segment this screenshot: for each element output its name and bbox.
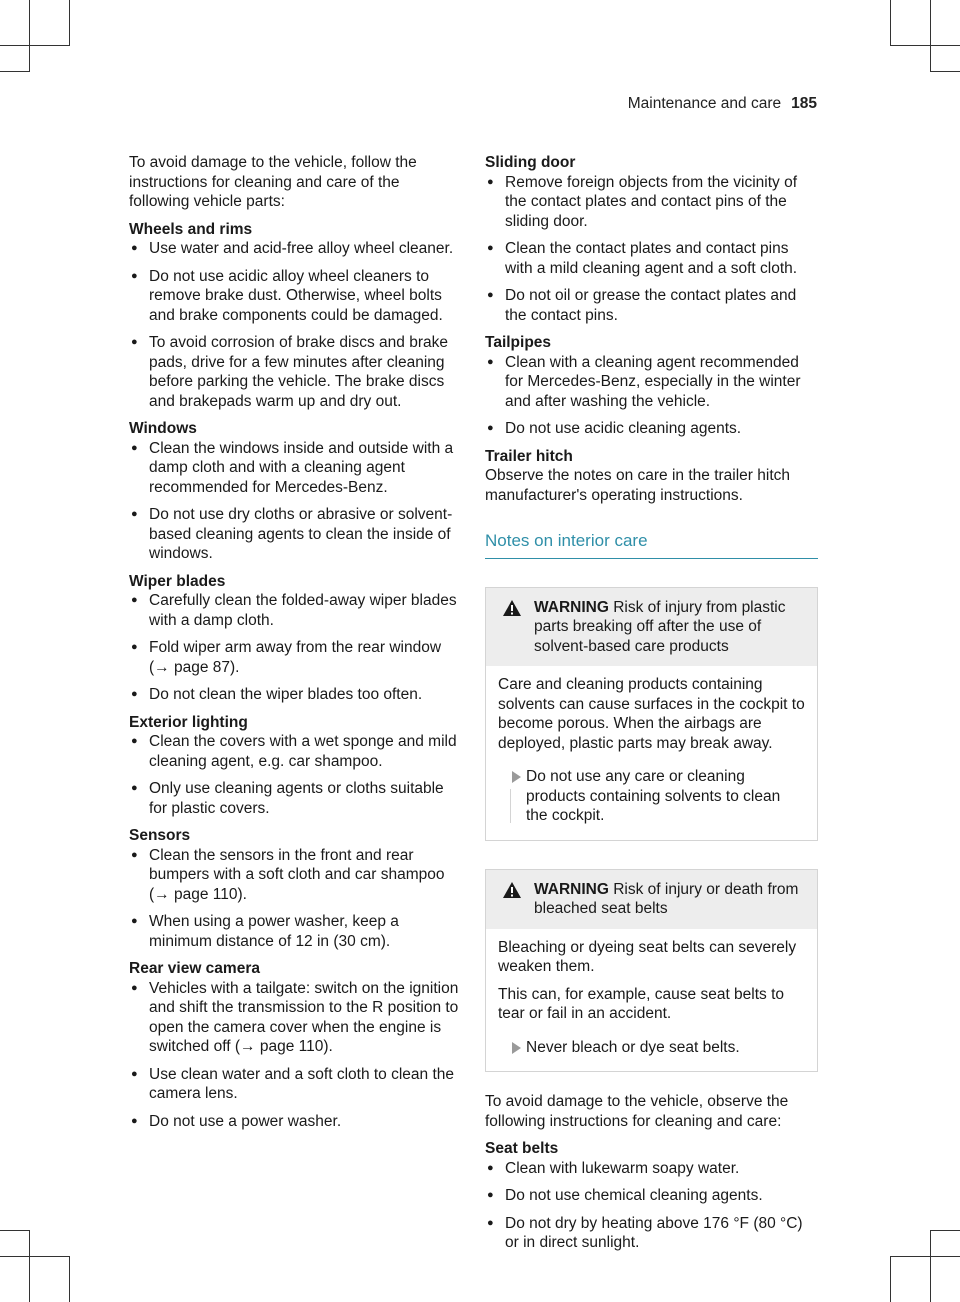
warning-box (485, 869, 818, 1073)
list-item: ● Use clean water and a soft cloth to clean the camera lens. (131, 1065, 455, 1102)
bullet-icon: ● (131, 1067, 138, 1080)
bullet-icon: ● (487, 422, 494, 434)
bullet-icon: ● (131, 594, 138, 606)
section-heading: Rear view camera (129, 960, 260, 977)
crop-mark (69, 1256, 70, 1302)
list-item: ● Do not use chemical cleaning agents. (487, 1187, 763, 1204)
section-heading: Sliding door (485, 154, 576, 171)
bullet-icon: ● (487, 1161, 494, 1174)
list-item[interactable]: ● Vehicles with a tailgate: switch on the ignition and shift the transmission to the R position to open the camera cover when the engine is switched off (→ page 110). (131, 979, 459, 1055)
list-item: ● To avoid corrosion of brake discs and brake pads, drive for a few minutes after cleaning before parking the vehicle. The brake discs and brakepads warm up and dry out. (131, 334, 448, 410)
section-heading: Wheels and rims (129, 220, 253, 238)
list-item: ● Do not dry by heating above 176 °F (80 °C) or in direct sunlight. (487, 1214, 803, 1251)
list-item: ● Do not oil or grease the contact plates and the contact pins. (487, 287, 797, 324)
crop-mark (930, 1230, 960, 1231)
section-heading: Exterior lighting (129, 713, 248, 731)
action-text: Do not use any care or cleaning products containing solvents to clean the cockpit. (526, 768, 781, 824)
bullet-icon: ● (131, 242, 138, 254)
section-exterior-lighting (129, 713, 461, 819)
bullet-icon: ● (131, 641, 138, 653)
bullet-icon: ● (131, 269, 138, 282)
bullet-icon: ● (487, 355, 494, 368)
action-arrow-icon (512, 771, 521, 783)
warning-header (486, 588, 817, 667)
crop-mark (890, 1256, 891, 1302)
warning-header (486, 870, 817, 929)
warning-title: Risk of injury from plastic parts breaking off after the use of solvent-based care products (534, 598, 786, 655)
bullet-icon: ● (487, 242, 494, 254)
section-heading: Seat belts (485, 1140, 559, 1157)
list-item: ● Clean with lukewarm soapy water. (487, 1159, 740, 1177)
warning-text: Care and cleaning products containing solvents can cause surfaces in the cockpit to become porous. When the airbags are deployed, plastic parts may break away. (498, 676, 805, 752)
warning-text: Bleaching or dyeing seat belts can severely weaken them. (498, 938, 797, 975)
crop-mark (890, 1256, 960, 1257)
bullet-icon: ● (131, 735, 138, 747)
section-trailer-hitch (485, 447, 818, 506)
page-header (628, 94, 817, 114)
bullet-icon: ● (131, 441, 138, 454)
list-item: ● Do not clean the wiper blades too often. (131, 686, 423, 703)
section-seat-belts (485, 1139, 818, 1253)
page-number: 185 (791, 95, 817, 112)
section-sliding-door (485, 153, 818, 325)
crop-mark (0, 71, 30, 72)
list-item: ● Do not use a power washer. (131, 1112, 342, 1130)
crop-mark (0, 1230, 30, 1231)
section-rear-view-camera (129, 959, 461, 1131)
warning-label: WARNING (534, 880, 609, 898)
crop-mark (29, 1230, 30, 1302)
list-item[interactable]: ● Clean the sensors in the front and rear bumpers with a soft cloth and car shampoo (→ page 110). (131, 846, 445, 903)
outro-text: To avoid damage to the vehicle, observe the following instructions for cleaning and care: (485, 1093, 789, 1130)
section-heading: Sensors (129, 827, 191, 844)
warning-label: WARNING (534, 598, 609, 616)
subsection-title: Notes on interior care (485, 531, 818, 559)
bullet-icon: ● (487, 1189, 494, 1201)
section-heading: Tailpipes (485, 334, 552, 351)
chapter-title: Maintenance and care (627, 95, 782, 112)
list-item: ● Clean the windows inside and outside with a damp cloth and with a cleaning agent recommended for Mercedes-Benz. (131, 439, 454, 496)
section-tailpipes (485, 333, 818, 439)
crop-mark (890, 0, 891, 45)
bullet-icon: ● (131, 782, 138, 794)
warning-triangle-icon (502, 599, 522, 617)
action-text: Never bleach or dye seat belts. (526, 1038, 740, 1056)
section-sensors (129, 826, 461, 951)
crop-mark (930, 0, 931, 72)
bullet-icon: ● (487, 289, 494, 301)
list-item: ● Remove foreign objects from the vicinity of the contact plates and contact pins of the sliding door. (487, 173, 798, 230)
list-item: ● Clean the covers with a wet sponge and mild cleaning agent, e.g. car shampoo. (131, 733, 457, 770)
bullet-icon: ● (131, 688, 138, 700)
warning-action (498, 767, 805, 826)
section-windows (129, 419, 461, 564)
crop-mark (0, 45, 70, 46)
section-wheels (129, 220, 461, 412)
crop-mark (0, 1256, 70, 1257)
warning-body (486, 929, 817, 1072)
right-column (485, 153, 818, 1261)
section-wiper-blades (129, 572, 461, 705)
bullet-icon: ● (131, 848, 138, 861)
list-item: ● Only use cleaning agents or cloths suitable for plastic covers. (131, 780, 444, 817)
bullet-icon: ● (131, 508, 138, 520)
bullet-icon: ● (131, 336, 138, 348)
crop-mark (930, 71, 960, 72)
section-heading: Wiper blades (129, 572, 226, 590)
left-column (129, 153, 461, 1139)
list-item: ● Use water and acid-free alloy wheel cleaner. (131, 240, 454, 257)
crop-mark (29, 0, 30, 72)
section-heading: Windows (129, 420, 197, 437)
bullet-icon: ● (487, 1216, 494, 1229)
bullet-icon: ● (487, 175, 494, 188)
section-heading: Trailer hitch (485, 447, 573, 465)
warning-box (485, 587, 818, 841)
warning-triangle-icon (502, 881, 522, 899)
crop-mark (930, 1230, 931, 1302)
bullet-icon: ● (131, 981, 138, 994)
intro-text: To avoid damage to the vehicle, follow the instructions for cleaning and care of the following vehicle parts: (129, 154, 417, 210)
list-item[interactable]: ● Fold wiper arm away from the rear window (→ page 87). (131, 639, 442, 676)
list-item: ● Do not use acidic alloy wheel cleaners to remove brake dust. Otherwise, wheel bolts and brake components could be damaged. (131, 267, 443, 324)
list-item: ● When using a power washer, keep a minimum distance of 12 in (30 cm). (131, 913, 399, 950)
bullet-icon: ● (131, 915, 138, 927)
crop-mark (890, 45, 960, 46)
action-bar (510, 789, 511, 823)
warning-action (498, 1038, 805, 1058)
crop-mark (69, 0, 70, 45)
bullet-icon: ● (131, 1114, 138, 1127)
list-item: ● Do not use acidic cleaning agents. (487, 420, 742, 437)
warning-text: This can, for example, cause seat belts to tear or fail in an accident. (498, 985, 785, 1022)
list-item: ● Do not use dry cloths or abrasive or solvent-based cleaning agents to clean the inside of windows. (131, 506, 453, 562)
list-item: ● Carefully clean the folded-away wiper blades with a damp cloth. (131, 592, 457, 629)
section-body: Observe the notes on care in the trailer hitch manufacturer's operating instructions. (485, 467, 790, 504)
warning-body (486, 666, 817, 840)
warning-title: Risk of injury or death from bleached seat belts (534, 880, 799, 917)
list-item: ● Clean with a cleaning agent recommended for Mercedes-Benz, especially in the winter and after washing the vehicle. (487, 353, 801, 410)
action-arrow-icon (512, 1042, 521, 1054)
list-item: ● Clean the contact plates and contact pins with a mild cleaning agent and a soft cloth. (487, 240, 798, 277)
